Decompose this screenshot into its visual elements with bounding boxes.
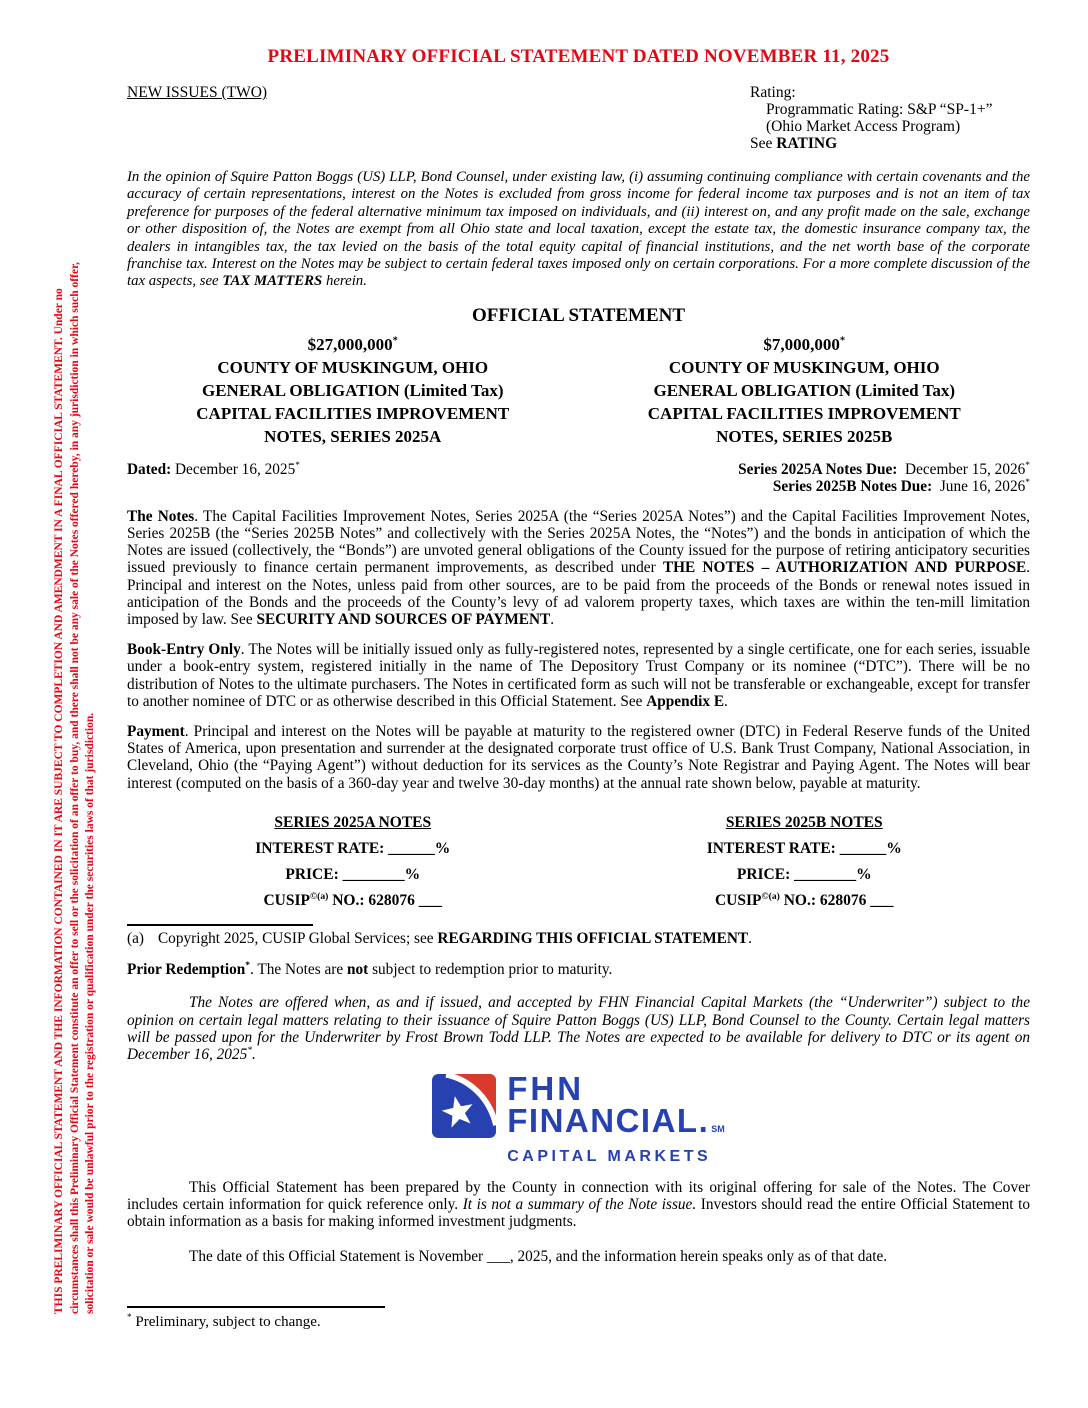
series-2025b-terms — [579, 810, 1031, 914]
offering-series: NOTES, SERIES 2025B — [716, 426, 893, 446]
offering-titles-row — [127, 333, 1030, 448]
preliminary-statement-banner: PRELIMINARY OFFICIAL STATEMENT DATED NOVEMBER 11, 2025 — [267, 46, 890, 67]
payment-paragraph: Payment. Principal and interest on the Notes will be payable at maturity to the registered owner (DTC) in Federal Reserve funds of the United States of America, upon presentation and surrender at the designated corporate trust office of U.S. Bank Trust Company, National Association, in Cleveland, Ohio (the “Paying Agent”) without deduction for its services as the County’s Note Registrar and Paying Agent. The Notes will bear interest (computed on the basis of a 360-day year and twelve 30-day months) at the annual rate shown below, payable at maturity. — [127, 723, 1030, 792]
series-interest-rate: INTEREST RATE: ______% — [255, 839, 451, 857]
offering-series-2025b — [579, 333, 1031, 448]
logo-line-fhn: FHN — [507, 1069, 585, 1107]
offering-issuer: COUNTY OF MUSKINGUM, OHIO — [217, 357, 489, 377]
series-cusip: $CUSIP^{©(a)}$ NO.: 628076 ___ — [263, 890, 443, 909]
legend-line-3: solicitation or sale would be unlawful prior to the registration or qualification under the securities laws of that jurisdiction. — [84, 712, 96, 1314]
underwriter-paragraph: The Notes are offered when, as and if issued, and accepted by FHN Financial Capital Markets (the “Underwriter”) subject to the opinion on certain legal matters relating to their issuance of Squire Patton Boggs (US) LLP, Bond Counsel to the County. Certain legal matters will be passed upon for the Underwriter by Frost Brown Todd LLP. The Notes are expected to be available for delivery to DTC or its agent on December 16, 2025*. — [127, 994, 1030, 1064]
rating-block — [750, 84, 1030, 152]
series-2025a-terms — [127, 810, 579, 914]
series-interest-rate: INTEREST RATE: ______% — [706, 839, 902, 857]
rating-program: (Ohio Market Access Program) — [766, 118, 961, 135]
series-price: PRICE: ________% — [736, 865, 872, 883]
series-price: PRICE: ________% — [285, 865, 421, 883]
offering-type: GENERAL OBLIGATION (Limited Tax) — [653, 380, 955, 400]
preliminary-footnote: * Preliminary, subject to change. — [127, 1312, 321, 1330]
cusip-footnote: (a) Copyright 2025, CUSIP Global Services; see REGARDING THIS OFFICIAL STATEMENT. — [127, 929, 752, 947]
due-line-2025b: Series 2025B Notes Due: June 16, 2026* — [772, 477, 1030, 495]
statement-date-paragraph: The date of this Official Statement is November ___, 2025, and the information herein speaks only as of that date. — [189, 1248, 888, 1266]
offering-series-2025a — [127, 333, 579, 448]
cusip-footnote-rule — [127, 924, 313, 926]
the-notes-paragraph: The Notes. The Capital Facilities Improvement Notes, Series 2025A (the “Series 2025A Notes”) and the Capital Facilities Improvement Notes, Series 2025B (the “Series 2025B Notes” and collectively with the Series 2025A Notes, the “Notes”) and the bonds in anticipation of which the Notes are issued (collectively, the “Bonds”) are unvoted general obligations of the County issued for the purpose of retiring anticipatory securities issued previously to finance certain permanent improvements, as described under THE NOTES – AUTHORIZATION AND PURPOSE. Principal and interest on the Notes, unless paid from other sources, are to be paid from the proceeds of the Bonds or renewal notes issued in anticipation of the Bonds and the proceeds of the County’s levy of ad valorem property taxes, which taxes are within the ten-mill limitation imposed by law. See SECURITY AND SOURCES OF PAYMENT. — [127, 507, 1030, 629]
header-row — [127, 84, 1030, 152]
due-block — [738, 461, 1030, 495]
offering-amount: $27,000,000* — [307, 334, 398, 354]
offering-purpose: CAPITAL FACILITIES IMPROVEMENT — [647, 403, 961, 423]
offering-series: NOTES, SERIES 2025A — [264, 426, 442, 446]
offering-purpose: CAPITAL FACILITIES IMPROVEMENT — [196, 403, 510, 423]
page-content — [127, 0, 1030, 1331]
new-issues-label: NEW ISSUES (TWO) — [127, 84, 268, 101]
book-entry-paragraph: Book-Entry Only. The Notes will be initially issued only as fully-registered notes, represented by a single certificate, one for each series, issuable under a book-entry system, registered initially in the name of The Depository Trust Company or its nominee (“DTC”). There will be no distribution of Notes to the ultimate purchasers. The Notes in certificated form as such will not be transferable or exchangeable, except for transfer to another nominee of DTC or as otherwise described in this Official Statement. See Appendix E. — [127, 641, 1030, 710]
dated-line: Dated: December 16, 2025* — [127, 460, 300, 478]
legend-line-2: circumstances shall this Preliminary Official Statement constitute an offer to sell or the solicitation of an offer to buy, and there shall not be any sale of the Notes offered hereby, in any jurisdiction in which such offer, — [68, 262, 81, 1314]
official-statement-title: OFFICIAL STATEMENT — [471, 304, 686, 326]
preliminary-footnote-rule — [127, 1306, 385, 1308]
prior-redemption-paragraph: Prior Redemption*. The Notes are not subject to redemption prior to maturity. — [127, 960, 613, 978]
fhn-financial-logo — [127, 1069, 1030, 1166]
offering-amount: $7,000,000* — [763, 334, 846, 354]
legend-line-1: THIS PRELIMINARY OFFICIAL STATEMENT AND THE INFORMATION CONTAINED IN IT ARE SUBJECT TO COMPLETION AND AMENDMENT IN A FINAL OFFICIAL STATEMENT. Under no — [53, 288, 65, 1314]
series-title: SERIES 2025B NOTES — [725, 813, 883, 831]
fhn-wordmark — [507, 1069, 725, 1166]
offering-issuer: COUNTY OF MUSKINGUM, OHIO — [668, 357, 940, 377]
series-cusip: $CUSIP^{©(a)}$ NO.: 628076 ___ — [714, 890, 894, 909]
series-title: SERIES 2025A NOTES — [274, 813, 432, 831]
rating-programmatic: Programmatic Rating: S&P “SP-1+” — [766, 101, 993, 118]
sm-trademark: SM — [711, 1123, 725, 1134]
prepared-paragraph: This Official Statement has been prepared by the County in connection with its original offering for sale of the Notes. The Cover includes certain information for quick reference only. It is not a summary of the Note issue. Investors should read the entire Official Statement to obtain information as a basis for making informed investment judgments. — [127, 1178, 1030, 1231]
due-line-2025a: Series 2025A Notes Due: December 15, 2026* — [738, 460, 1030, 478]
rating-see: See RATING — [750, 135, 838, 152]
logo-line-capital-markets: CAPITAL MARKETS — [507, 1147, 712, 1165]
logo-line-financial: FINANCIAL. SM — [507, 1101, 725, 1139]
offering-type: GENERAL OBLIGATION (Limited Tax) — [202, 380, 504, 400]
red-herring-legend-text — [52, 66, 99, 1314]
rating-label: Rating: — [750, 84, 796, 101]
bond-counsel-opinion-paragraph: In the opinion of Squire Patton Boggs (US) LLP, Bond Counsel, under existing law, (i) assuming continuing compliance with certain covenants and the accuracy of certain representations, interest on the Notes is excluded from gross income for federal income tax purposes and is not an item of tax preference for purposes of the federal alternative minimum tax imposed on individuals, and (ii) interest on, and any profit made on the sale, exchange or other disposition of, the Notes are exempt from all Ohio state and local taxation, except the estate tax, the domestic insurance company tax, the dealers in intangibles tax, the tax levied on the basis of the total equity capital of financial institutions, and the net worth base of the corporate franchise tax. Interest on the Notes may be subject to certain federal taxes imposed only on certain corporations. For a more complete discussion of the tax aspects, see TAX MATTERS herein. — [127, 169, 1030, 290]
dated-and-due-row — [127, 461, 1030, 495]
fhn-star-swoosh-icon — [432, 1074, 496, 1138]
red-herring-legend — [52, 66, 108, 1316]
series-terms-row — [127, 810, 1030, 914]
